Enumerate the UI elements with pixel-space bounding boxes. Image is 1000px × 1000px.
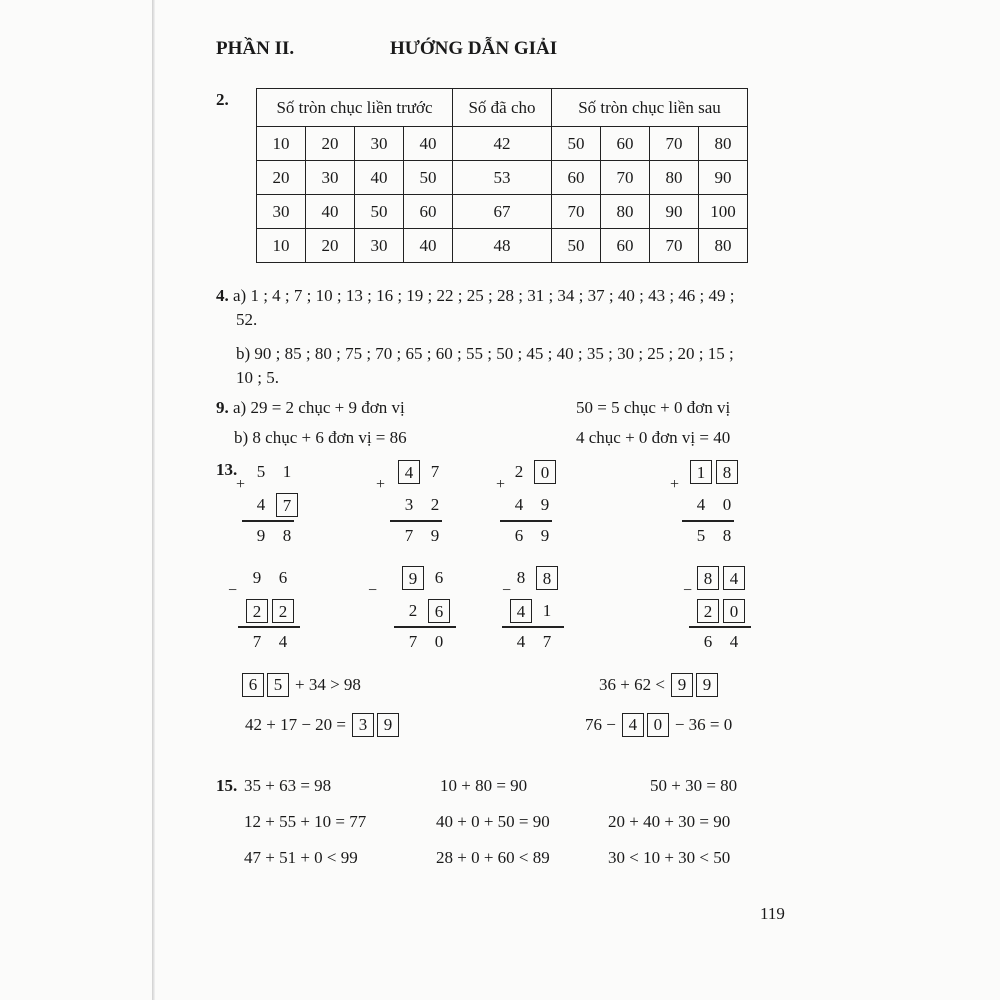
header-before: Số tròn chục liền trước xyxy=(257,89,453,127)
digit: 7 xyxy=(408,632,418,651)
expression: 12 + 55 + 10 = 77 xyxy=(244,812,367,831)
header-after: Số tròn chục liền sau xyxy=(552,89,748,127)
digit: 2 xyxy=(408,601,418,620)
q9-a-left xyxy=(216,398,405,418)
q4-a-line1 xyxy=(216,286,735,306)
plus-sign: + xyxy=(376,476,386,493)
answer-box: 9 xyxy=(402,566,424,590)
question-15-number: 15. xyxy=(216,776,238,795)
sum-line xyxy=(682,520,734,522)
answer-box: 1 xyxy=(690,460,712,484)
table-cell: 50 xyxy=(552,127,601,161)
table-cell: 60 xyxy=(552,161,601,195)
expression-text: 36 + 62 < xyxy=(599,675,665,694)
sum-line xyxy=(390,520,442,522)
answer-box: 3 xyxy=(352,713,374,737)
digit: 1 xyxy=(282,462,292,481)
digit: 6 xyxy=(703,632,713,651)
digit: 4 xyxy=(729,632,739,651)
table-cell: 40 xyxy=(306,195,355,229)
sum-line xyxy=(238,626,300,628)
answer-box: 5 xyxy=(267,673,289,697)
table-cell: 60 xyxy=(601,229,650,263)
expression-text: + 34 > 98 xyxy=(295,675,361,694)
inequality-equation xyxy=(242,712,399,738)
digit: 2 xyxy=(514,462,524,481)
table-cell: 48 xyxy=(453,229,552,263)
table-cell: 40 xyxy=(404,229,453,263)
digit: 7 xyxy=(542,632,552,651)
answer-box: 0 xyxy=(534,460,556,484)
digit: 0 xyxy=(722,495,732,514)
table-cell: 70 xyxy=(650,127,699,161)
answer-box: 4 xyxy=(723,566,745,590)
q4-b-line2: 10 ; 5. xyxy=(236,368,279,387)
q4-b-line1: b) 90 ; 85 ; 80 ; 75 ; 70 ; 65 ; 60 ; 55 ; 50 ; 45 ; 40 ; 35 ; 30 ; 25 ; 20 ; 15 ; xyxy=(236,344,734,363)
page-number: 119 xyxy=(760,904,785,923)
table-cell: 20 xyxy=(257,161,306,195)
table-cell: 67 xyxy=(453,195,552,229)
table-row xyxy=(257,161,748,195)
table-cell: 42 xyxy=(453,127,552,161)
expression: 20 + 40 + 30 = 90 xyxy=(608,812,731,831)
sum-line xyxy=(500,520,552,522)
expression: 30 < 10 + 30 < 50 xyxy=(608,848,731,867)
minus-sign: − xyxy=(683,582,693,599)
plus-sign: + xyxy=(496,476,506,493)
digit: 7 xyxy=(430,462,440,481)
inequality-equation xyxy=(596,672,718,698)
answer-box: 8 xyxy=(536,566,558,590)
answer-box: 4 xyxy=(622,713,644,737)
expression: 10 + 80 = 90 xyxy=(440,776,528,795)
digit: 4 xyxy=(278,632,288,651)
expression: 35 + 63 = 98 xyxy=(244,776,332,795)
q9-a-text: a) 29 = 2 chục + 9 đơn vị xyxy=(233,398,405,417)
digit: 4 xyxy=(514,495,524,514)
sum-line xyxy=(689,626,751,628)
answer-box: 2 xyxy=(697,599,719,623)
table-cell: 30 xyxy=(355,229,404,263)
digit: 9 xyxy=(252,568,262,587)
digit: 9 xyxy=(540,495,550,514)
sum-line xyxy=(394,626,456,628)
table-cell: 30 xyxy=(355,127,404,161)
table-cell: 80 xyxy=(650,161,699,195)
expression: 28 + 0 + 60 < 89 xyxy=(436,848,550,867)
table-cell: 80 xyxy=(601,195,650,229)
table-cell: 80 xyxy=(699,127,748,161)
table-cell: 20 xyxy=(306,229,355,263)
table-row xyxy=(257,127,748,161)
answer-box: 9 xyxy=(696,673,718,697)
answer-box: 9 xyxy=(671,673,693,697)
answer-box: 4 xyxy=(398,460,420,484)
digit: 5 xyxy=(696,526,706,545)
answer-box: 8 xyxy=(697,566,719,590)
table-cell: 50 xyxy=(552,229,601,263)
q9-b-left: b) 8 chục + 6 đơn vị = 86 xyxy=(234,428,407,447)
answer-box: 2 xyxy=(272,599,294,623)
table-cell: 30 xyxy=(306,161,355,195)
table-row xyxy=(257,229,748,263)
digit: 6 xyxy=(434,568,444,587)
digit: 4 xyxy=(516,632,526,651)
answer-box: 2 xyxy=(246,599,268,623)
expression: 50 + 30 = 80 xyxy=(650,776,738,795)
digit: 3 xyxy=(404,495,414,514)
question-13-number: 13. xyxy=(216,460,238,479)
expression-text: − 36 = 0 xyxy=(674,715,733,734)
table-cell: 90 xyxy=(699,161,748,195)
question-9-number: 9. xyxy=(216,398,229,417)
question-2-number: 2. xyxy=(216,90,229,109)
q9-a-right: 50 = 5 chục + 0 đơn vị xyxy=(576,398,731,417)
minus-sign: − xyxy=(368,582,378,599)
plus-sign: + xyxy=(236,476,246,493)
table-cell: 50 xyxy=(404,161,453,195)
table-cell: 60 xyxy=(601,127,650,161)
digit: 8 xyxy=(282,526,292,545)
digit: 8 xyxy=(722,526,732,545)
digit: 2 xyxy=(430,495,440,514)
q4-a-line2: 52. xyxy=(236,310,258,329)
table-cell: 10 xyxy=(257,229,306,263)
digit: 7 xyxy=(252,632,262,651)
minus-sign: − xyxy=(502,582,512,599)
answer-box: 6 xyxy=(428,599,450,623)
tens-table xyxy=(256,88,748,263)
question-4-number: 4. xyxy=(216,286,229,305)
table-row xyxy=(257,195,748,229)
digit: 0 xyxy=(434,632,444,651)
digit: 1 xyxy=(542,601,552,620)
part-label: PHẦN II. xyxy=(216,38,295,59)
page-edge-shadow xyxy=(152,0,155,1000)
digit: 5 xyxy=(256,462,266,481)
digit: 9 xyxy=(540,526,550,545)
digit: 4 xyxy=(696,495,706,514)
digit: 9 xyxy=(256,526,266,545)
table-cell: 40 xyxy=(355,161,404,195)
answer-box: 9 xyxy=(377,713,399,737)
table-cell: 30 xyxy=(257,195,306,229)
table-cell: 50 xyxy=(355,195,404,229)
digit: 8 xyxy=(516,568,526,587)
expression: 47 + 51 + 0 < 99 xyxy=(244,848,358,867)
digit: 9 xyxy=(430,526,440,545)
table-cell: 80 xyxy=(699,229,748,263)
answer-box: 4 xyxy=(510,599,532,623)
table-cell: 40 xyxy=(404,127,453,161)
answer-box: 6 xyxy=(242,673,264,697)
answer-box: 7 xyxy=(276,493,298,517)
table-cell: 53 xyxy=(453,161,552,195)
answer-box: 0 xyxy=(647,713,669,737)
digit: 6 xyxy=(278,568,288,587)
q4-a-text: a) 1 ; 4 ; 7 ; 10 ; 13 ; 16 ; 19 ; 22 ; 25 ; 28 ; 31 ; 34 ; 37 ; 40 ; 43 ; 46 ; 49 ; xyxy=(233,286,735,305)
sum-line xyxy=(242,520,294,522)
answer-box: 0 xyxy=(723,599,745,623)
table-cell: 70 xyxy=(650,229,699,263)
page-title: HƯỚNG DẪN GIẢI xyxy=(390,38,558,59)
expression-text: 42 + 17 − 20 = xyxy=(245,715,347,734)
table-cell: 70 xyxy=(601,161,650,195)
table-cell: 20 xyxy=(306,127,355,161)
expression: 40 + 0 + 50 = 90 xyxy=(436,812,550,831)
table-cell: 90 xyxy=(650,195,699,229)
expression-text: 76 − xyxy=(585,715,616,734)
digit: 7 xyxy=(404,526,414,545)
table-cell: 10 xyxy=(257,127,306,161)
digit: 4 xyxy=(256,495,266,514)
header-given: Số đã cho xyxy=(453,89,552,127)
minus-sign: − xyxy=(228,582,238,599)
digit: 6 xyxy=(514,526,524,545)
plus-sign: + xyxy=(670,476,680,493)
table-cell: 60 xyxy=(404,195,453,229)
q9-b-right: 4 chục + 0 đơn vị = 40 xyxy=(576,428,731,447)
table-cell: 70 xyxy=(552,195,601,229)
answer-box: 8 xyxy=(716,460,738,484)
inequality-equation xyxy=(582,712,735,738)
inequality-equation xyxy=(242,672,364,698)
table-cell: 100 xyxy=(699,195,748,229)
sum-line xyxy=(502,626,564,628)
